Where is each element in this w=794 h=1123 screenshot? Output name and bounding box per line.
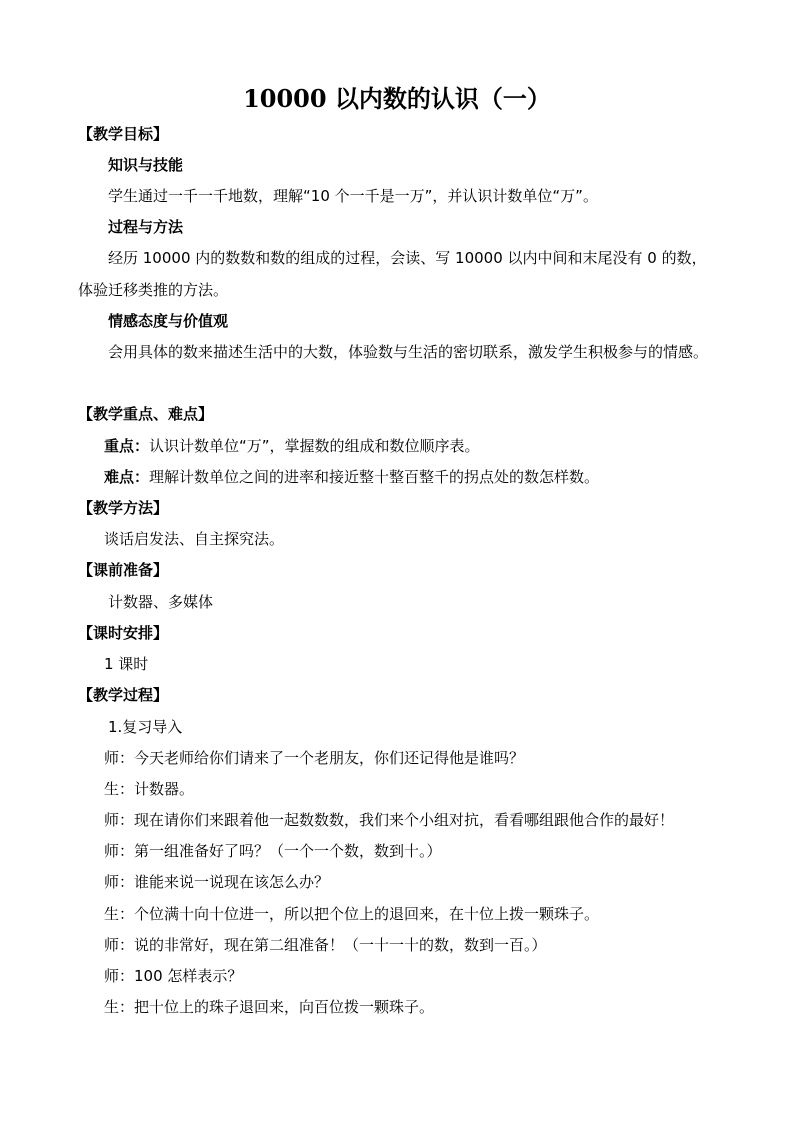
process-step-1: 1.复习导入	[108, 718, 183, 736]
difficulty-text: 理解计数单位之间的进率和接近整十整百整千的拐点处的数怎样数。	[149, 468, 600, 486]
process-method-text: 经历 10000 内的数数和数的组成的过程，会读、写 10000 以内中间和末尾没有 0 的数，体验迁移类推的方法。	[78, 249, 707, 299]
difficulty-row	[104, 467, 599, 487]
dialogue-line: 师：说的非常好，现在第二组准备！（一十一十的数，数到一百。）	[104, 936, 547, 954]
dialogue-line: 师：谁能来说一说现在该怎么办？	[104, 873, 330, 891]
dialogue-line: 生：计数器。	[104, 780, 195, 798]
focus-text: 认识计数单位“万”，掌握数的组成和数位顺序表。	[149, 437, 480, 455]
dialogue-line: 师：今天老师给你们请来了一个老朋友，你们还记得他是谁吗？	[104, 749, 525, 767]
section-preparation-heading: 【课前准备】	[78, 561, 169, 579]
focus-label: 重点：	[104, 437, 150, 455]
dialogue-line: 师：第一组准备好了吗？（一个一个数，数到十。）	[104, 842, 442, 860]
section-key-points-heading: 【教学重点、难点】	[78, 405, 214, 423]
difficulty-label: 难点：	[104, 468, 150, 486]
dialogue-line: 师：100 怎样表示？	[104, 967, 243, 985]
section-objectives-heading: 【教学目标】	[78, 125, 169, 143]
process-method-heading: 过程与方法	[108, 218, 184, 236]
section-schedule-heading: 【课时安排】	[78, 624, 169, 642]
section-process-heading: 【教学过程】	[78, 686, 169, 704]
emotion-heading: 情感态度与价值观	[108, 312, 229, 330]
dialogue-line: 生：把十位上的珠子退回来，向百位拨一颗珠子。	[104, 998, 435, 1016]
knowledge-heading: 知识与技能	[108, 156, 184, 174]
preparation-text: 计数器、多媒体	[108, 593, 214, 611]
section-methods-heading: 【教学方法】	[78, 499, 169, 517]
knowledge-text: 学生通过一千一千地数，理解“10 个一千是一万”，并认识计数单位“万”。	[108, 187, 598, 205]
dialogue-line: 生：个位满十向十位进一，所以把个位上的退回来，在十位上拨一颗珠子。	[104, 905, 600, 923]
document-title: 10000 以内数的认识（一）	[243, 84, 551, 113]
methods-text: 谈话启发法、自主探究法。	[104, 530, 285, 548]
emotion-text: 会用具体的数来描述生活中的大数，体验数与生活的密切联系，激发学生积极参与的情感。	[108, 343, 709, 361]
schedule-text: 1 课时	[104, 655, 149, 673]
dialogue-line: 师：现在请你们来跟着他一起数数数，我们来个小组对抗，看看哪组跟他合作的最好！	[104, 811, 675, 829]
focus-row	[104, 436, 480, 456]
